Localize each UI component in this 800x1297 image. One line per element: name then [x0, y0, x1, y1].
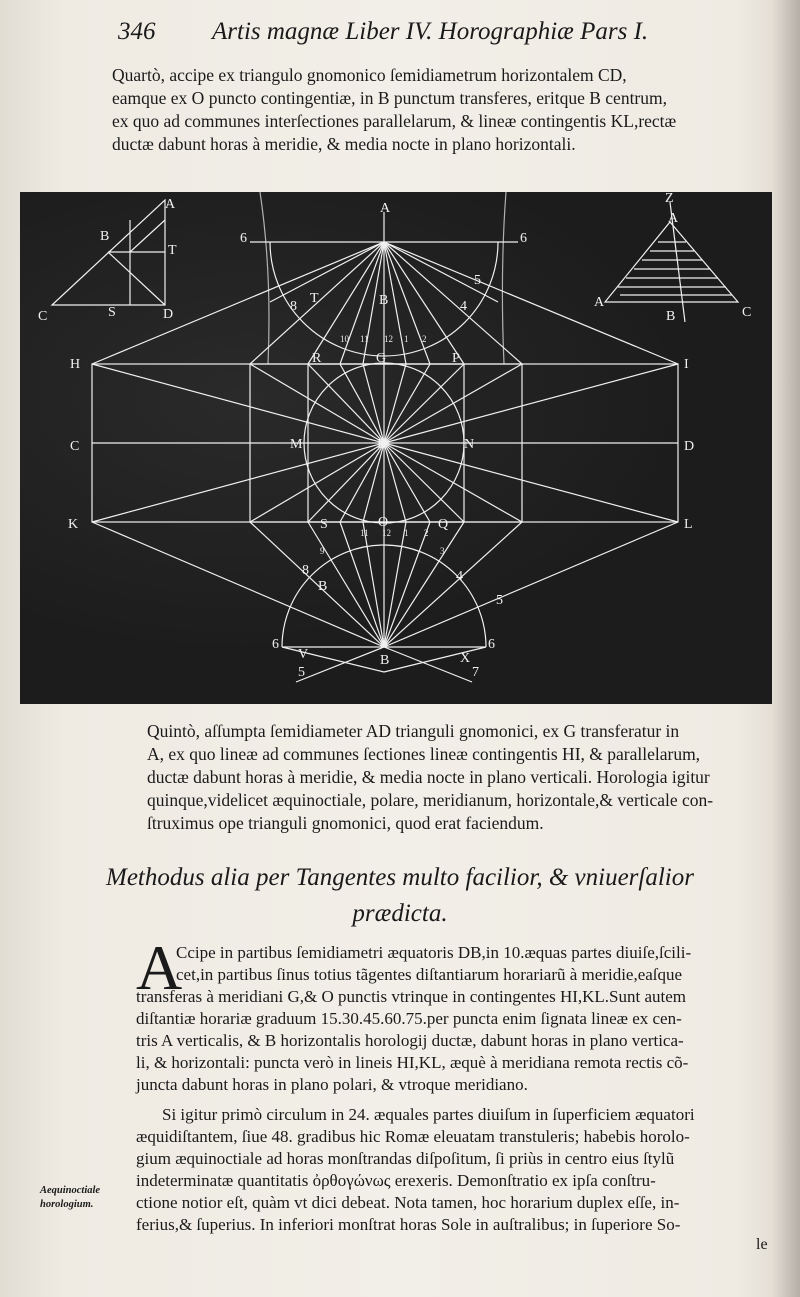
- figure-label: C: [742, 305, 752, 320]
- text-line: ductæ dabunt horas à meridie, & media nocte in plano horizontali.: [112, 134, 576, 154]
- figure-label: 2: [422, 334, 427, 344]
- text-line: ſtruximus ope trianguli gnomonici, quod erat faciendum.: [147, 813, 544, 833]
- section-title-line1: Methodus alia per Tangentes multo facilior, & vniuerſalior: [106, 864, 694, 891]
- figure-label: O: [378, 515, 389, 530]
- running-title: Artis magnæ Liber IV. Horographiæ Pars I.: [212, 18, 649, 45]
- figure-label: 6: [520, 231, 527, 246]
- text-line: transferas à meridiani G,& O punctis vtrinque in contingentes HI,KL.Sunt autem: [136, 987, 687, 1006]
- figure-label: T: [168, 243, 177, 258]
- label-A-left: A: [165, 197, 176, 212]
- figure-label: A: [668, 211, 679, 226]
- text-line: A, ex quo lineæ ad communes ſectiones lineæ contingentis HI, & parallelarum,: [147, 744, 701, 764]
- text-line: ctione notior eſt, quàm vt dici debeat. Nota tamen, hoc horarium duplex eſſe, in-: [136, 1193, 680, 1212]
- text-line: Si igitur primò circulum in 24. æquales partes diuiſum in ſuperficiem æquatori: [162, 1105, 695, 1124]
- figure-label: X: [460, 651, 471, 666]
- text-line: diſtantiæ horariæ graduum 15.30.45.60.75.per puncta enim ſignata lineæ ex cen-: [136, 1009, 682, 1028]
- figure-label: 6: [488, 637, 495, 652]
- figure-label: 11: [360, 528, 369, 538]
- text-line: tris A verticalis, & B horizontalis horologij ductæ, dabunt horas in plano vertica-: [136, 1031, 684, 1050]
- text-line: quinque,videlicet æquinoctiale, polare, meridianum, horizontale,& verticale con-: [147, 790, 714, 810]
- figure-label: B: [380, 653, 390, 668]
- figure-label: 5: [496, 593, 503, 608]
- figure-label: R: [312, 351, 322, 366]
- figure-label: C: [70, 439, 80, 454]
- margin-note: Aequinoctiale horologium.: [40, 1185, 101, 1210]
- text-line: æquidiſtantem, ſiue 48. gradibus hic Romæ eleuatam transtuleris; habebis horolo-: [136, 1127, 690, 1146]
- text-line: gium æquinoctiale ad horas monſtrandas diſpoſitum, ſi priùs in centro eius ſtylũ: [136, 1149, 675, 1168]
- catchword: le: [756, 1236, 768, 1253]
- figure-label: S: [320, 517, 328, 532]
- figure-label: S: [108, 305, 116, 320]
- figure-label: 8: [290, 299, 297, 314]
- page-gutter-shadow: [772, 0, 800, 1297]
- figure-label: 8: [302, 563, 309, 578]
- text-line: indeterminatæ quantitatis ὀρθογώνως erexeris. Demonſtratio ex ipſa conſtru-: [136, 1171, 656, 1190]
- paragraph-quinto: [147, 720, 767, 835]
- figure-label: V: [298, 647, 309, 662]
- text-line: Ccipe in partibus ſemidiametri æquatoris DB,in 10.æquas partes diuiſe,ſcili-: [176, 943, 692, 962]
- figure-label: 5: [474, 273, 481, 288]
- figure-label: M: [290, 437, 303, 452]
- figure-label: T: [310, 291, 319, 306]
- text-line: ferius,& ſuperius. In inferiori monſtrat horas Sole in auſtralibus; in ſuperiore So-: [136, 1215, 681, 1234]
- figure-label: N: [464, 437, 475, 452]
- text-line: Quintò, aſſumpta ſemidiameter AD trianguli gnomonici, ex G transferatur in: [147, 721, 680, 741]
- page-header: [118, 18, 718, 54]
- text-line: eamque ex O puncto contingentiæ, in B punctum transferes, eritque B centrum,: [112, 88, 667, 108]
- figure-label: B: [318, 579, 328, 594]
- figure-label: D: [684, 439, 695, 454]
- figure-label: C: [38, 309, 48, 324]
- text-line: juncta dabunt horas in plano polari, & vtroque meridiano.: [136, 1075, 528, 1094]
- figure-label: A: [594, 295, 605, 310]
- figure-label: 12: [382, 528, 391, 538]
- figure-label: 7: [472, 665, 479, 680]
- text-line: ex quo ad communes interſectiones parallelarum, & lineæ contingentis KL,rectæ: [112, 111, 677, 131]
- figure-label: H: [70, 357, 81, 372]
- figure-label: 3: [440, 546, 445, 556]
- figure-label: K: [68, 517, 79, 532]
- figure-label: 9: [320, 546, 325, 556]
- gnomonic-dial-figure: [20, 192, 772, 704]
- figure-label: A: [380, 201, 391, 216]
- figure-label: B: [379, 293, 389, 308]
- paragraph-accipe: [136, 932, 766, 1096]
- figure-label: 6: [272, 637, 279, 652]
- figure-label: B: [100, 229, 110, 244]
- section-title: [0, 860, 800, 932]
- figure-label: 1: [404, 528, 409, 538]
- drop-cap: A: [136, 932, 183, 1003]
- figure-label: 11: [360, 334, 369, 344]
- figure-label: 5: [298, 665, 305, 680]
- text-line: Quartò, accipe ex triangulo gnomonico ſemidiametrum horizontalem CD,: [112, 65, 627, 85]
- text-line: li, & horizontali: puncta verò in lineis HI,KL, æquè à meridiana remota rectis cõ-: [136, 1053, 689, 1072]
- figure-label: 4: [456, 569, 463, 584]
- figure-label: Q: [438, 517, 449, 532]
- figure-label: 4: [460, 299, 467, 314]
- figure-label: 10: [340, 334, 349, 344]
- figure-label: L: [684, 517, 693, 532]
- figure-label: G: [376, 351, 387, 366]
- paragraph-quarto: [112, 64, 767, 156]
- dial-construction-diagram: [20, 192, 772, 704]
- figure-label: I: [684, 357, 689, 372]
- text-line: cet,in partibus ſinus totius tãgentes diſtantiarum horariarũ à meridie,eaſque: [176, 965, 683, 984]
- figure-label: 6: [240, 231, 247, 246]
- figure-label: 12: [384, 334, 393, 344]
- figure-label: D: [163, 307, 174, 322]
- text-line: ductæ dabunt horas à meridie, & media nocte in plano verticali. Horologia igitur: [147, 767, 710, 787]
- section-title-line2: prædicta.: [352, 900, 448, 927]
- right-gnomon-triangle: [605, 222, 738, 302]
- paragraph-si-igitur: [136, 1104, 766, 1236]
- page-number: 346: [118, 18, 156, 45]
- figure-label: P: [452, 351, 460, 366]
- figure-label: B: [666, 309, 676, 324]
- figure-label: 1: [404, 334, 409, 344]
- figure-label: Z: [665, 192, 674, 206]
- figure-label: L: [377, 437, 386, 452]
- figure-label: 2: [424, 528, 429, 538]
